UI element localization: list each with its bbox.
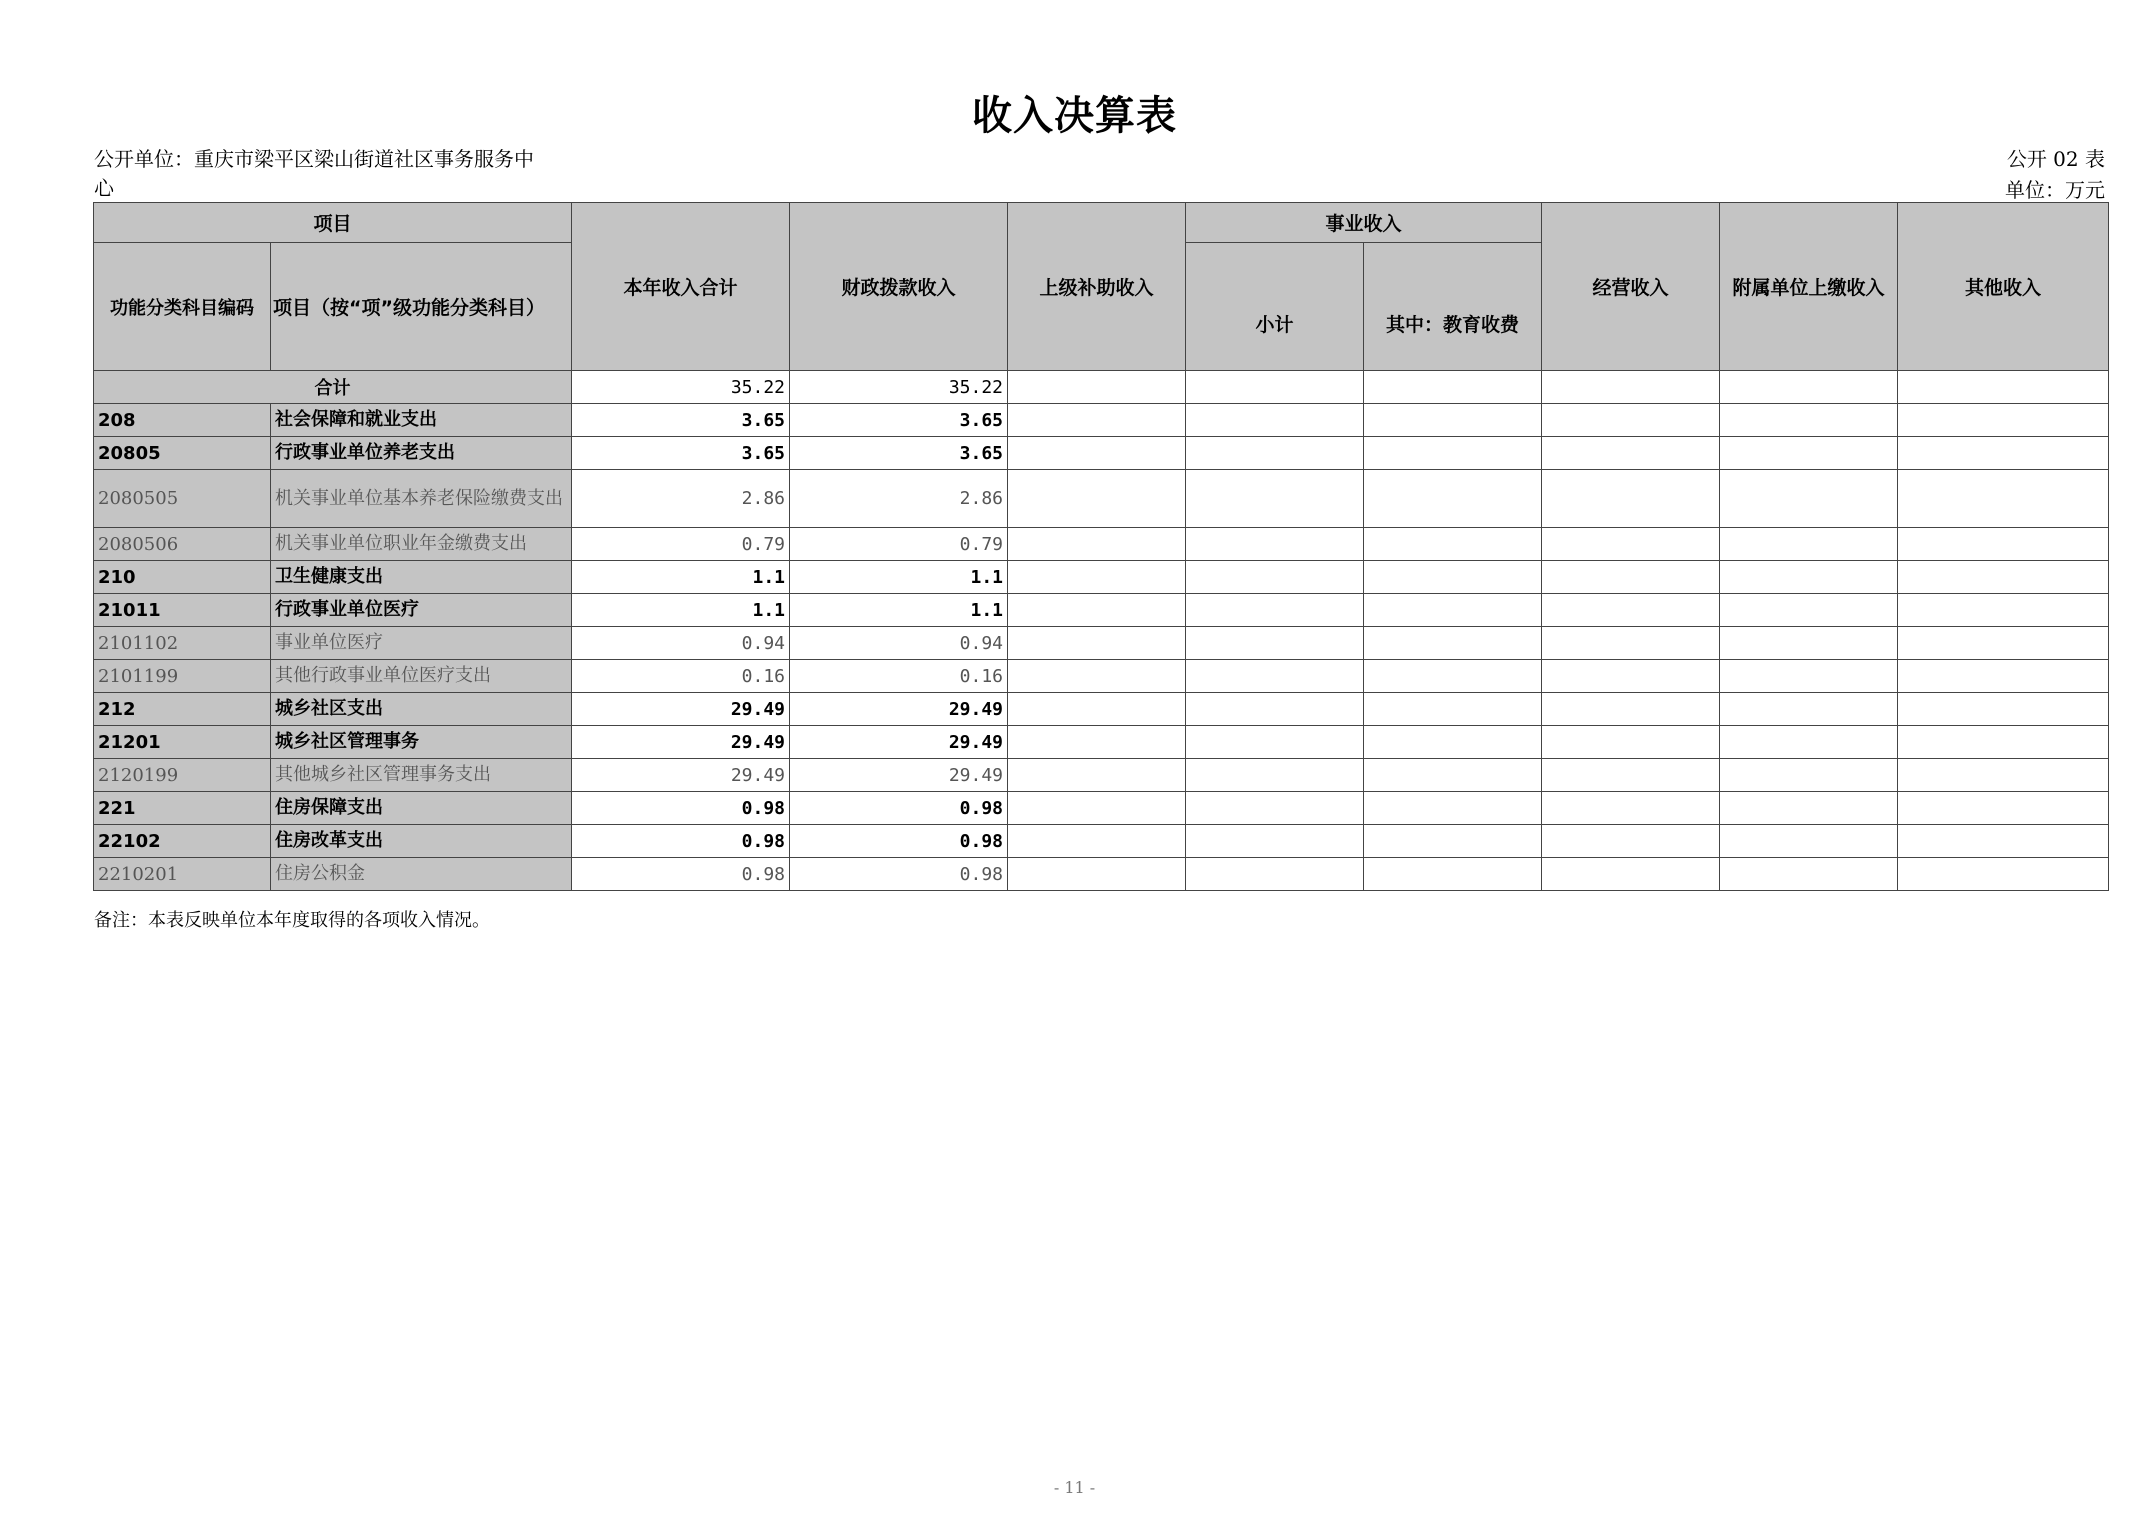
row-fiscal: 0.94 <box>790 627 1008 660</box>
table-row <box>94 528 2109 561</box>
row-name: 住房保障支出 <box>271 792 572 825</box>
row-code: 22102 <box>94 825 271 858</box>
header-superior-subsidy: 上级补助收入 <box>1008 203 1186 371</box>
row-name: 行政事业单位医疗 <box>271 594 572 627</box>
header-total-income: 本年收入合计 <box>572 203 790 371</box>
table-row <box>94 825 2109 858</box>
header-func-code: 功能分类科目编码 <box>94 243 271 371</box>
row-name: 城乡社区管理事务 <box>271 726 572 759</box>
empty-cell <box>1720 528 1898 561</box>
income-table <box>93 202 2109 891</box>
row-fiscal: 0.98 <box>790 792 1008 825</box>
empty-cell <box>1542 561 1720 594</box>
empty-cell <box>1898 437 2109 470</box>
row-code: 21201 <box>94 726 271 759</box>
empty-cell <box>1720 371 1898 404</box>
empty-cell <box>1542 594 1720 627</box>
empty-cell <box>1898 594 2109 627</box>
row-total: 3.65 <box>572 437 790 470</box>
row-fiscal: 0.79 <box>790 528 1008 561</box>
header-other-income: 其他收入 <box>1898 203 2109 371</box>
empty-cell <box>1720 693 1898 726</box>
empty-cell <box>1186 371 1364 404</box>
empty-cell <box>1186 792 1364 825</box>
total-income-value: 35.22 <box>572 371 790 404</box>
table-row <box>94 726 2109 759</box>
empty-cell <box>1898 627 2109 660</box>
row-code: 2210201 <box>94 858 271 891</box>
empty-cell <box>1186 726 1364 759</box>
empty-cell <box>1542 726 1720 759</box>
empty-cell <box>1898 825 2109 858</box>
row-name: 其他行政事业单位医疗支出 <box>271 660 572 693</box>
empty-cell <box>1364 561 1542 594</box>
row-fiscal: 29.49 <box>790 759 1008 792</box>
empty-cell <box>1364 792 1542 825</box>
row-total: 0.98 <box>572 858 790 891</box>
empty-cell <box>1186 470 1364 528</box>
row-name: 城乡社区支出 <box>271 693 572 726</box>
row-name: 机关事业单位职业年金缴费支出 <box>271 528 572 561</box>
table-row <box>94 858 2109 891</box>
empty-cell <box>1898 371 2109 404</box>
empty-cell <box>1542 693 1720 726</box>
empty-cell <box>1008 759 1186 792</box>
empty-cell <box>1364 470 1542 528</box>
row-total: 29.49 <box>572 759 790 792</box>
row-fiscal: 1.1 <box>790 561 1008 594</box>
row-code: 20805 <box>94 437 271 470</box>
row-fiscal: 3.65 <box>790 404 1008 437</box>
header-business-income: 事业收入 <box>1186 203 1542 243</box>
row-total: 0.16 <box>572 660 790 693</box>
table-row <box>94 594 2109 627</box>
row-total: 0.98 <box>572 825 790 858</box>
empty-cell <box>1542 858 1720 891</box>
empty-cell <box>1186 437 1364 470</box>
table-row <box>94 561 2109 594</box>
empty-cell <box>1364 437 1542 470</box>
page-number: - 11 - <box>1053 1478 1096 1497</box>
empty-cell <box>1364 594 1542 627</box>
header-affiliated-income: 附属单位上缴收入 <box>1720 203 1898 371</box>
empty-cell <box>1364 693 1542 726</box>
row-fiscal: 29.49 <box>790 726 1008 759</box>
header-func-name: 项目（按“项”级功能分类科目） <box>271 243 572 371</box>
row-name: 机关事业单位基本养老保险缴费支出 <box>271 470 572 528</box>
total-label: 合计 <box>94 371 572 404</box>
empty-cell <box>1898 858 2109 891</box>
empty-cell <box>1008 437 1186 470</box>
row-fiscal: 0.98 <box>790 825 1008 858</box>
row-fiscal: 3.65 <box>790 437 1008 470</box>
header-fiscal-income: 财政拨款收入 <box>790 203 1008 371</box>
publishing-unit <box>94 145 584 203</box>
table-row <box>94 470 2109 528</box>
row-fiscal: 2.86 <box>790 470 1008 528</box>
row-code: 21011 <box>94 594 271 627</box>
row-code: 2120199 <box>94 759 271 792</box>
empty-cell <box>1186 693 1364 726</box>
empty-cell <box>1898 759 2109 792</box>
table-row <box>94 437 2109 470</box>
empty-cell <box>1542 627 1720 660</box>
empty-cell <box>1542 404 1720 437</box>
empty-cell <box>1008 470 1186 528</box>
table-row-total <box>94 371 2109 404</box>
table-row <box>94 759 2109 792</box>
empty-cell <box>1008 594 1186 627</box>
empty-cell <box>1898 470 2109 528</box>
empty-cell <box>1186 825 1364 858</box>
row-name: 住房改革支出 <box>271 825 572 858</box>
row-name: 卫生健康支出 <box>271 561 572 594</box>
empty-cell <box>1186 858 1364 891</box>
total-fiscal-value: 35.22 <box>790 371 1008 404</box>
empty-cell <box>1186 404 1364 437</box>
empty-cell <box>1008 528 1186 561</box>
empty-cell <box>1898 528 2109 561</box>
empty-cell <box>1898 792 2109 825</box>
empty-cell <box>1542 792 1720 825</box>
empty-cell <box>1008 825 1186 858</box>
empty-cell <box>1364 404 1542 437</box>
row-total: 29.49 <box>572 726 790 759</box>
empty-cell <box>1898 660 2109 693</box>
row-total: 1.1 <box>572 594 790 627</box>
empty-cell <box>1720 404 1898 437</box>
empty-cell <box>1542 759 1720 792</box>
row-code: 2101199 <box>94 660 271 693</box>
empty-cell <box>1364 726 1542 759</box>
row-name: 住房公积金 <box>271 858 572 891</box>
empty-cell <box>1008 660 1186 693</box>
table-row <box>94 404 2109 437</box>
empty-cell <box>1542 825 1720 858</box>
row-total: 29.49 <box>572 693 790 726</box>
table-row <box>94 693 2109 726</box>
empty-cell <box>1720 792 1898 825</box>
empty-cell <box>1364 825 1542 858</box>
table-row <box>94 660 2109 693</box>
empty-cell <box>1186 528 1364 561</box>
row-fiscal: 0.98 <box>790 858 1008 891</box>
empty-cell <box>1186 561 1364 594</box>
empty-cell <box>1186 594 1364 627</box>
empty-cell <box>1720 825 1898 858</box>
page-title: 收入决算表 <box>972 93 1177 139</box>
empty-cell <box>1720 561 1898 594</box>
empty-cell <box>1008 792 1186 825</box>
empty-cell <box>1008 561 1186 594</box>
empty-cell <box>1720 627 1898 660</box>
row-fiscal: 29.49 <box>790 693 1008 726</box>
empty-cell <box>1898 404 2109 437</box>
empty-cell <box>1720 759 1898 792</box>
empty-cell <box>1720 858 1898 891</box>
empty-cell <box>1898 561 2109 594</box>
empty-cell <box>1898 726 2109 759</box>
empty-cell <box>1008 371 1186 404</box>
empty-cell <box>1542 470 1720 528</box>
publishing-unit-line1: 公开单位：重庆市梁平区梁山街道社区事务服务中 <box>94 147 534 171</box>
empty-cell <box>1008 627 1186 660</box>
empty-cell <box>1720 726 1898 759</box>
table-row <box>94 792 2109 825</box>
empty-cell <box>1008 693 1186 726</box>
empty-cell <box>1720 437 1898 470</box>
row-code: 2101102 <box>94 627 271 660</box>
row-total: 0.79 <box>572 528 790 561</box>
empty-cell <box>1542 528 1720 561</box>
row-code: 212 <box>94 693 271 726</box>
currency-unit: 单位：万元 <box>2005 178 2105 202</box>
header-education-fee: 其中：教育收费 <box>1364 243 1542 371</box>
row-fiscal: 1.1 <box>790 594 1008 627</box>
header-business-subtotal: 小计 <box>1186 243 1364 371</box>
empty-cell <box>1720 660 1898 693</box>
row-code: 208 <box>94 404 271 437</box>
empty-cell <box>1898 693 2109 726</box>
empty-cell <box>1008 404 1186 437</box>
table-row <box>94 627 2109 660</box>
row-total: 2.86 <box>572 470 790 528</box>
row-total: 1.1 <box>572 561 790 594</box>
table-note: 备注：本表反映单位本年度取得的各项收入情况。 <box>94 910 490 931</box>
empty-cell <box>1542 371 1720 404</box>
row-code: 2080505 <box>94 470 271 528</box>
row-fiscal: 0.16 <box>790 660 1008 693</box>
empty-cell <box>1364 759 1542 792</box>
empty-cell <box>1008 726 1186 759</box>
row-name: 社会保障和就业支出 <box>271 404 572 437</box>
row-code: 2080506 <box>94 528 271 561</box>
empty-cell <box>1186 759 1364 792</box>
publishing-unit-line2: 心 <box>94 176 114 200</box>
empty-cell <box>1364 528 1542 561</box>
form-number: 公开 02 表 <box>2006 147 2105 171</box>
empty-cell <box>1186 627 1364 660</box>
empty-cell <box>1186 660 1364 693</box>
empty-cell <box>1720 594 1898 627</box>
row-total: 0.94 <box>572 627 790 660</box>
empty-cell <box>1542 660 1720 693</box>
empty-cell <box>1364 371 1542 404</box>
header-operating-income: 经营收入 <box>1542 203 1720 371</box>
row-code: 210 <box>94 561 271 594</box>
empty-cell <box>1720 470 1898 528</box>
header-project: 项目 <box>94 203 572 243</box>
row-name: 其他城乡社区管理事务支出 <box>271 759 572 792</box>
empty-cell <box>1008 858 1186 891</box>
row-total: 3.65 <box>572 404 790 437</box>
empty-cell <box>1364 858 1542 891</box>
row-code: 221 <box>94 792 271 825</box>
empty-cell <box>1364 660 1542 693</box>
row-name: 事业单位医疗 <box>271 627 572 660</box>
empty-cell <box>1364 627 1542 660</box>
row-total: 0.98 <box>572 792 790 825</box>
empty-cell <box>1542 437 1720 470</box>
row-name: 行政事业单位养老支出 <box>271 437 572 470</box>
